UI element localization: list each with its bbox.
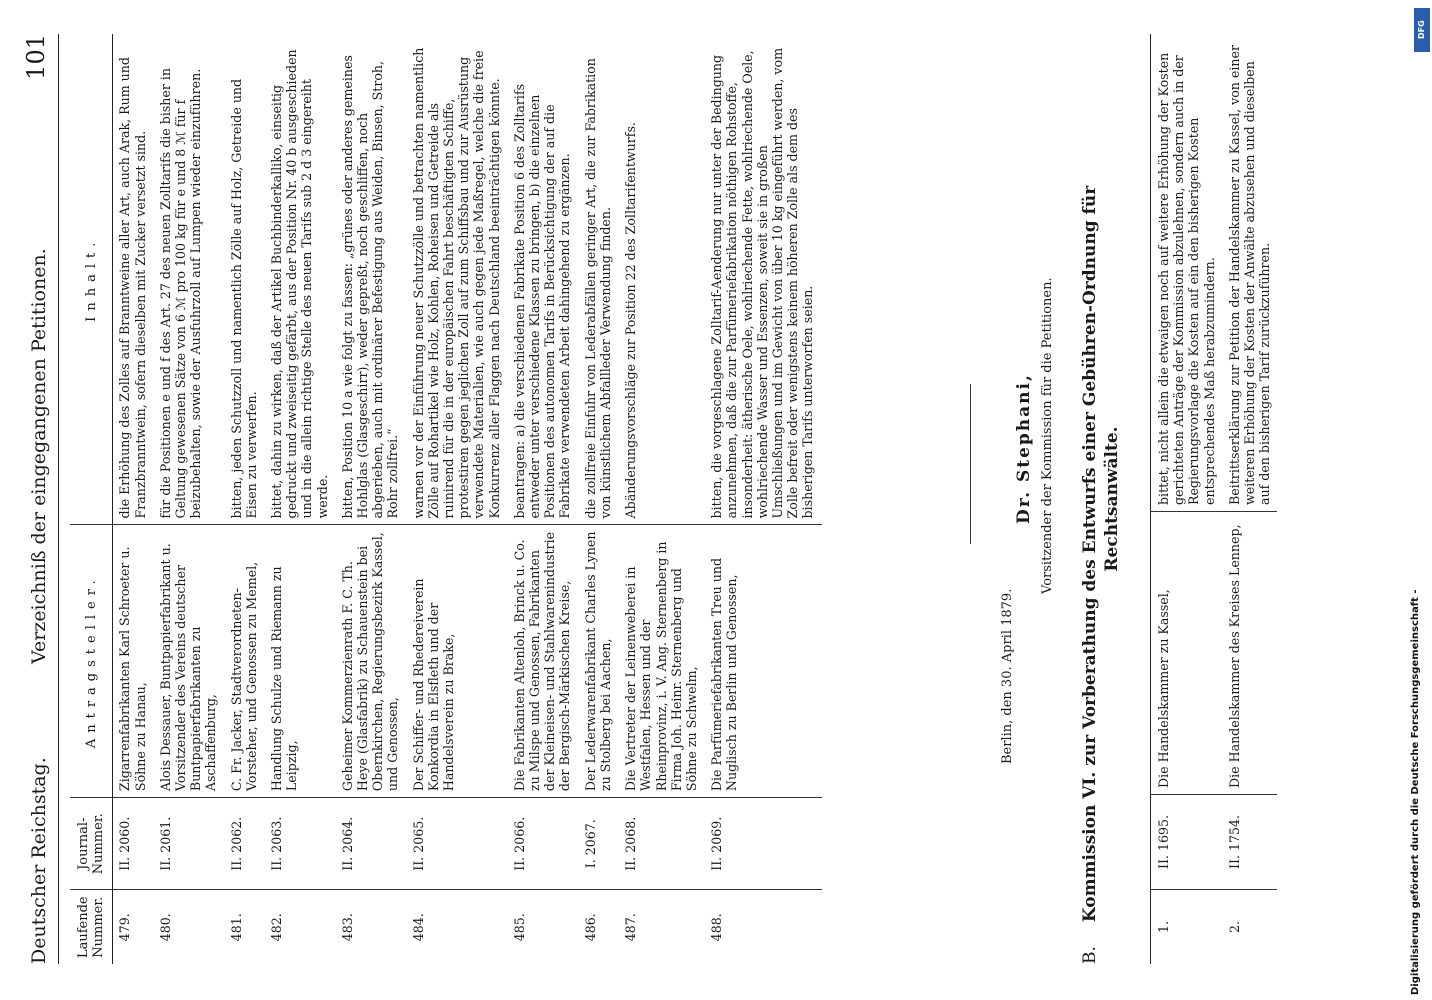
cell-lfd: 481. [225, 890, 265, 964]
section-title: Kommission VI. zur Vorberathung des Entwurfs einer Gebühren-Ordnung für [1080, 185, 1100, 923]
table-row [113, 34, 154, 964]
column-header-lfd: Laufende Nummer. [70, 890, 113, 964]
cell-lfd: 479. [113, 890, 154, 964]
cell-journal: II. 2065. [407, 798, 508, 890]
dfg-logo-icon: DFG [1414, 8, 1430, 52]
table-row [265, 34, 336, 964]
cell-lfd: 484. [407, 890, 508, 964]
cell-antragsteller: Alois Dessauer, Buntpapierfabrikant u. Vorsitzender des Vereins deutscher Buntpapierfabrikanten zu Aschaffenburg, [154, 525, 225, 798]
cell-journal: II. 2064. [336, 798, 407, 890]
cell-inhalt: bittet, nicht allein die etwaigen noch auf weitere Erhöhung der Kosten gerichteten Anträge der Kommission abzulehnen, sondern auch in der Regierungsvorlage die Kosten auf ein den bisherigen Kosten entsprechendes Maß herabzumindern. [1151, 34, 1222, 512]
cell-inhalt: Abänderungsvorschläge zur Position 22 des Zolltarifentwurfs. [623, 122, 639, 519]
cell-inhalt: Beitrittserklärung zur Petition der Handelskammer zu Kassel, von einer weiteren Erhöhung der Kosten der Anwälte abzusehen und dieselben auf den bisherigen Tarif zurückzuführen. [1226, 45, 1273, 505]
cell-inhalt: für die Positionen e und f des Art. 27 des neuen Zolltarifs die bisher in Geltung gewesenen Sätze von 6 ℳ pro 100 kg für e und 8 ℳ für f beizubehalten, sowie der Ausfuhrzoll auf Lumpen wieder einzuführen. [157, 67, 204, 519]
cell-inhalt: die Erhöhung des Zolles auf Branntweine aller Art, auch Arak, Rum und Franzbranntwein, sofern dieselben mit Zucker versetzt sind. [117, 57, 148, 519]
signature-name: Dr. Stephani, [1014, 373, 1034, 524]
petitions-table [70, 34, 822, 964]
table-row [508, 34, 579, 964]
cell-antragsteller: C. Fr. Jacker, Stadtverordneten-Vorsteher, und Genossen zu Memel, [225, 525, 265, 798]
table-row [705, 34, 821, 964]
page-header [22, 34, 59, 964]
cell-inhalt: bittet, dahin zu wirken, daß der Artikel Buchbinderkalliko, einseitig gedruckt und zweiseitig gefärbt, aus der Position Nr. 40 b ausgeschieden und in die allein richtige Stelle des neuen Tarifs sub 2 d 3 eingereiht werde. [269, 49, 330, 519]
cell-lfd: 2. [1222, 890, 1278, 965]
cell-journal: II. 2062. [225, 798, 265, 890]
table-row [407, 34, 508, 964]
cell-antragsteller: Die Vertreter der Leinenweberei in Westfalen, Hessen und der Rheinprovinz, i. V. Ang. Sternenberg in Firma Joh. Heinr. Sternenberg und Söhne zu Schwelm, [619, 525, 705, 798]
cell-inhalt: beantragen: a) die verschiedenen Fabrikate Position 6 des Zolltarifs entweder unter verschiedene Klassen zu bringen, b) die einzelnen Positionen des autonomen Tarifs in Berücksichtigung der auf die Fabrikate verwendeten Arbeit dahingehend zu ergänzen. [511, 83, 573, 519]
cell-inhalt: bitten, jeden Schutzzoll und namentlich Zölle auf Holz, Getreide und Eisen zu verwerfen. [228, 78, 259, 519]
table-row [225, 34, 265, 964]
cell-antragsteller: Geheimer Kommerzienrath F. C. Th. Heye (Glasfabrik) zu Schauenstein bei Obernkirchen, Regierungsbezirk Kassel, und Genossen, [336, 525, 407, 798]
signature-divider [970, 384, 971, 544]
cell-lfd: 1. [1151, 890, 1222, 965]
cell-journal: II. 2069. [705, 798, 821, 890]
table-row [579, 34, 619, 964]
cell-antragsteller: Zigarrenfabrikanten Karl Schroeter u. Söhne zu Hanau, [113, 525, 154, 798]
cell-journal: II. 2060. [113, 798, 154, 890]
cell-antragsteller: Die Handelskammer des Kreises Lennep, [1222, 512, 1278, 795]
section-b-heading [1080, 34, 1122, 964]
cell-lfd: 483. [336, 890, 407, 964]
cell-lfd: 487. [619, 890, 705, 964]
cell-journal: II. 1695. [1151, 795, 1222, 890]
table-row [154, 34, 225, 964]
header-publication: Deutscher Reichstag. [28, 757, 50, 964]
section-title-continued: Rechtsanwälte. [1102, 426, 1122, 572]
table-row [336, 34, 407, 964]
table-row [1151, 34, 1222, 964]
cell-journal: II. 2061. [154, 798, 225, 890]
cell-journal: II. 2068. [619, 798, 705, 890]
cell-lfd: 486. [579, 890, 619, 964]
cell-lfd: 488. [705, 890, 821, 964]
cell-journal: II. 2063. [265, 798, 336, 890]
cell-inhalt: bitten, die vorgeschlagene Zolltarif-Aenderung nur unter der Bedingung anzunehmen, daß die zur Parfümeriefabrikation nöthigen Rohstoffe, insonderheit: ätherische Oele, wohlriechende Fette, wohlriechende Oele, wohlriechende Wasser und Essenzen, soweit sie in großen Umschließungen und im Gewicht von über 10 kg eingeführt werden, vom Zolle befreit oder wenigstens keinem höheren Zolle als dem des bisherigen Tarifs unterworfen seien. [709, 47, 816, 519]
place-date: Berlin, den 30. April 1879. [1000, 588, 1015, 764]
section-letter: B. [1080, 946, 1100, 964]
kommission-table [1150, 34, 1277, 964]
column-header-journal: Journal-Nummer. [70, 798, 113, 890]
cell-inhalt: die zollfreie Einfuhr von Lederabfällen geringer Art, die zur Fabrikation von künstlichem Abfallleder Verwendung finden. [582, 58, 613, 519]
cell-antragsteller: Die Fabrikanten Altenloh, Brinck u. Co. zu Milspe und Genossen, Fabrikanten der Kleineisen- und Stahlwarenindustrie der Bergisch-Märkischen Kreise, [508, 525, 579, 798]
cell-inhalt: warnen vor der Einführung neuer Schutzzölle und betrachten namentlich Zölle auf Rohartikel wie Holz, Kohlen, Roheisen und Getreide als ruinirend für die in der europäischen Fahrt beschäftigten Schiffe, protestiren gegen jeglichen Zoll auf zum Schiffsbau und zur Ausrüstung verwendete Materialien, wie auch gegen jede Maßregel, welche die freie Konkurrenz aller Flaggen nach Deutschland beeinträchtigen könnte. [410, 47, 502, 519]
cell-lfd: 480. [154, 890, 225, 964]
cell-journal: II. 1754. [1222, 795, 1278, 890]
digitization-credit: Digitalisierung gefördert durch die Deutsche Forschungsgemeinschaft - [1410, 589, 1421, 995]
table-row [1222, 34, 1278, 964]
table-row [619, 34, 705, 964]
signature-role: Vorsitzender der Kommission für die Petitionen. [1040, 277, 1055, 594]
cell-antragsteller: Der Lederwarenfabrikant Charles Lynen zu Stolberg bei Aachen, [579, 525, 619, 798]
cell-journal: I. 2067. [579, 798, 619, 890]
cell-antragsteller: Handlung Schulze und Riemann zu Leipzig, [265, 525, 336, 798]
column-header-inhalt: Inhalt. [70, 34, 113, 525]
cell-antragsteller: Der Schiffer- und Rhedereiverein Konkordia in Elsfleth und der Handelsverein zu Brake, [407, 525, 508, 798]
header-title: Verzeichniß der eingegangenen Petitionen. [28, 248, 50, 664]
cell-lfd: 485. [508, 890, 579, 964]
cell-lfd: 482. [265, 890, 336, 964]
column-header-antragsteller: Antragsteller. [70, 525, 113, 798]
cell-journal: II. 2066. [508, 798, 579, 890]
table-header-row [70, 34, 113, 964]
cell-antragsteller: Die Handelskammer zu Kassel, [1151, 512, 1222, 795]
cell-antragsteller: Die Parfümeriefabrikanten Treu und Nuglisch zu Berlin und Genossen, [705, 525, 821, 798]
page-number: 101 [22, 34, 50, 80]
cell-inhalt: bitten, Position 10 a wie folgt zu fassen: „grünes oder anderes gemeines Hohlglas (Glasgeschirr), weder gepreßt, noch geschliffen, noch abgerieben, auch mit ordinärer Befestigung aus Weiden, Binsen, Stroh, Rohr zollfrei.“ [339, 55, 401, 519]
